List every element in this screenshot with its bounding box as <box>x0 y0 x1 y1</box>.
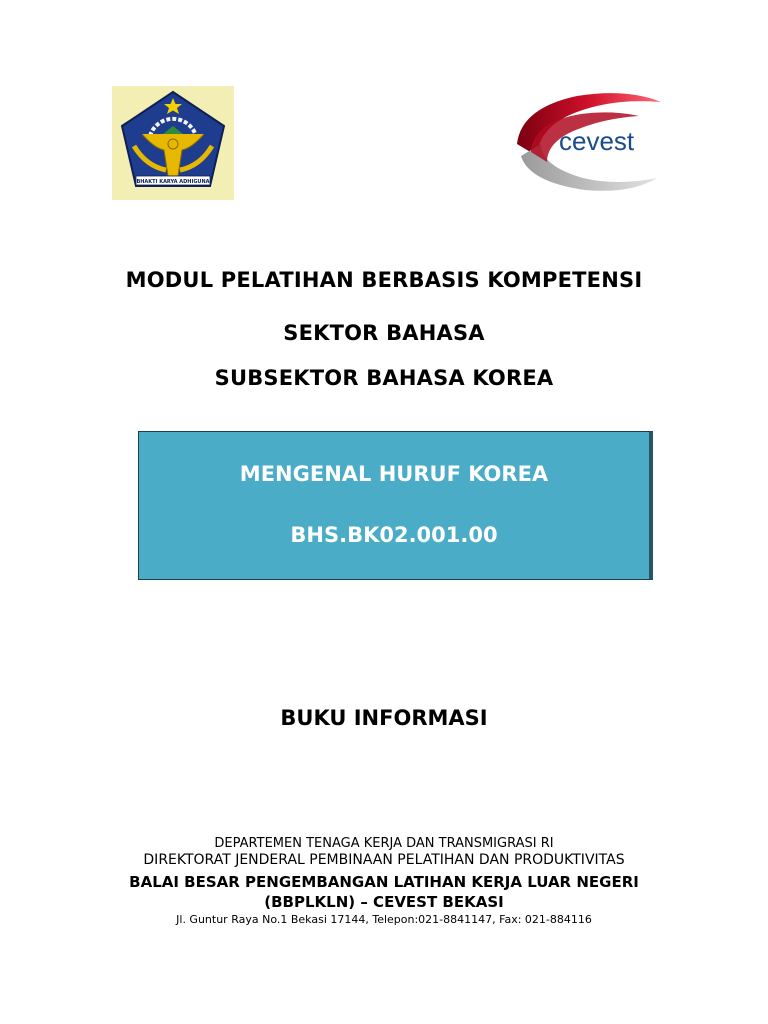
module-box <box>138 431 653 580</box>
ministry-name: DEPARTEMEN TENAGA KERJA DAN TRANSMIGRASI RI <box>214 836 554 851</box>
module-code: BHS.BK02.001.00 <box>290 523 498 547</box>
cevest-wordmark: cevest <box>559 126 635 156</box>
cevest-logo-icon <box>507 86 665 200</box>
module-program-title: MODUL PELATIHAN BERBASIS KOMPETENSI <box>125 268 643 292</box>
directorate-name: DIREKTORAT JENDERAL PEMBINAAN PELATIHAN DAN PRODUKTIVITAS <box>143 852 625 868</box>
institution-name: BALAI BESAR PENGEMBANGAN LATIHAN KERJA LUAR NEGERI <box>129 873 639 891</box>
ministry-emblem-icon <box>112 86 234 200</box>
book-type-title: BUKU INFORMASI <box>280 706 488 730</box>
emblem-motto: BHAKTI KARYA ADHIGUNA <box>136 179 210 185</box>
cevest-logo <box>507 86 665 200</box>
ministry-logo <box>112 86 234 200</box>
module-name: MENGENAL HURUF KOREA <box>239 462 549 486</box>
sector-title: SEKTOR BAHASA <box>283 321 485 345</box>
institution-short-name: (BBPLKLN) – CEVEST BEKASI <box>264 893 504 911</box>
subsector-title: SUBSEKTOR BAHASA KOREA <box>214 366 554 390</box>
institution-address: Jl. Guntur Raya No.1 Bekasi 17144, Telepon:021-8841147, Fax: 021-884116 <box>176 913 592 926</box>
